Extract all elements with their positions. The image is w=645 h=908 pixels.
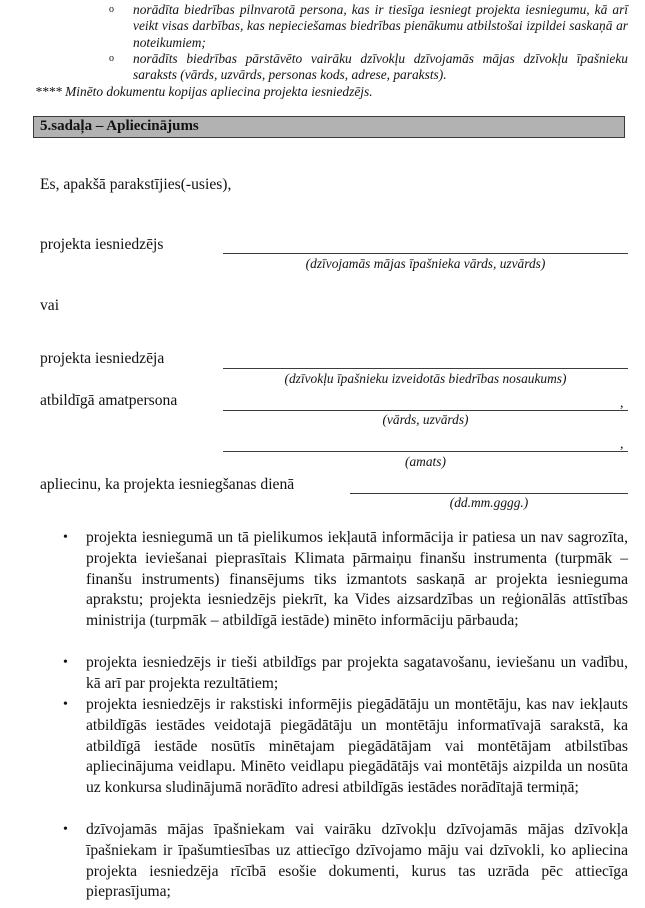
comma: ,: [620, 396, 624, 411]
official-name-field[interactable]: [223, 410, 628, 411]
applicant-org-caption: (dzīvokļu īpašnieku izveidotās biedrības nosaukums): [284, 371, 567, 386]
intro-text: Es, apakšā parakstījies(-usies),: [40, 176, 232, 193]
sublist-item: norādīta biedrības pilnvarotā persona, kas ir tiesīga iesniegt projekta iesniegumu, kā arī veikt visas darbības, kas nepieciešamas biedrības pienākumu atbilstošai izpildei saskaņā ar noteikumiem;: [133, 2, 628, 50]
official-position-caption: (amats): [405, 454, 446, 469]
declaration-item: projekta iesniedzējs ir rakstiski informējis piegādātāju un montētāju, kas nav iekļauts atbildīgās iestādes veidotajā piegādātāju un montētāju informatīvajā sarakstā, ka atbildīgā iestāde nosūtīs minētajam piegādātājam vai montētājam atbilstības apliecinājuma veidlapu. Minēto veidlapu piegādātājs vai montētājs aizpilda un nosūta uz konkursa sludinājumā norādīto adresi atbildīgās iestādes norādītajā termiņā;: [86, 696, 628, 797]
applicant-org-field[interactable]: [223, 368, 628, 369]
applicant-org-label: projekta iesniedzēja: [40, 350, 165, 367]
declaration-item: projekta iesniedzējs ir tieši atbildīgs par projekta sagatavošanu, ieviešanu un vadību, kā arī par projekta rezultātiem;: [86, 654, 628, 692]
confirm-label: apliecinu, ka projekta iesniegšanas dienā: [40, 476, 295, 493]
official-position-field[interactable]: [223, 451, 628, 452]
circle-bullet-icon: o: [109, 4, 114, 15]
bullet-icon: •: [63, 655, 68, 670]
circle-bullet-icon: o: [109, 53, 114, 64]
section-header: [33, 116, 625, 138]
footnote: **** Minēto dokumentu kopijas apliecina projekta iesniedzējs.: [35, 84, 373, 99]
comma: ,: [620, 437, 624, 452]
date-format-caption: (dd.mm.gggg.): [449, 495, 529, 510]
sublist-item: norādīts biedrības pārstāvēto vairāku dzīvokļu dzīvojamās mājas dzīvokļu īpašnieku saraksts (vārds, uzvārds, personas kods, adrese, paraksts).: [133, 51, 628, 83]
submission-date-field[interactable]: [350, 493, 628, 494]
official-name-caption: (vārds, uzvārds): [382, 412, 469, 427]
applicant-name-caption: (dzīvojamās mājas īpašnieka vārds, uzvārds): [305, 256, 546, 271]
bullet-icon: •: [63, 697, 68, 712]
applicant-label: projekta iesniedzējs: [40, 236, 164, 253]
bullet-icon: •: [63, 530, 68, 545]
applicant-name-field[interactable]: [223, 253, 628, 254]
section-title: 5.sadaļa – Apliecinājums: [40, 118, 199, 134]
official-label: atbildīgā amatpersona: [40, 392, 178, 409]
or-label: vai: [40, 297, 60, 314]
bullet-icon: •: [63, 822, 68, 837]
declaration-item: dzīvojamās mājas īpašniekam vai vairāku dzīvokļu dzīvojamās mājas dzīvokļa īpašniekam ir īpašumtiesības uz attiecīgo dzīvojamo māju vai dzīvokli, ko apliecina projekta iesniedzēja rīcībā esošie dokumenti, kurus tas uzrāda pēc attiecīga pieprasījuma;: [86, 821, 628, 901]
declaration-item: projekta iesniegumā un tā pielikumos iekļautā informācija ir patiesa un nav sagrozīta, projekta ieviešanai pieprasītais Klimata pārmaiņu finanšu instrumenta (turpmāk – finanšu instruments) finansējums tiks izmantots saskaņā ar projekta iesnieguma aprakstu; projekta iesniedzējs piekrīt, ka Vides aizsardzības un reģionālās attīstības ministrija (turpmāk – atbildīgā iestāde) minēto informāciju pārbauda;: [86, 529, 628, 630]
